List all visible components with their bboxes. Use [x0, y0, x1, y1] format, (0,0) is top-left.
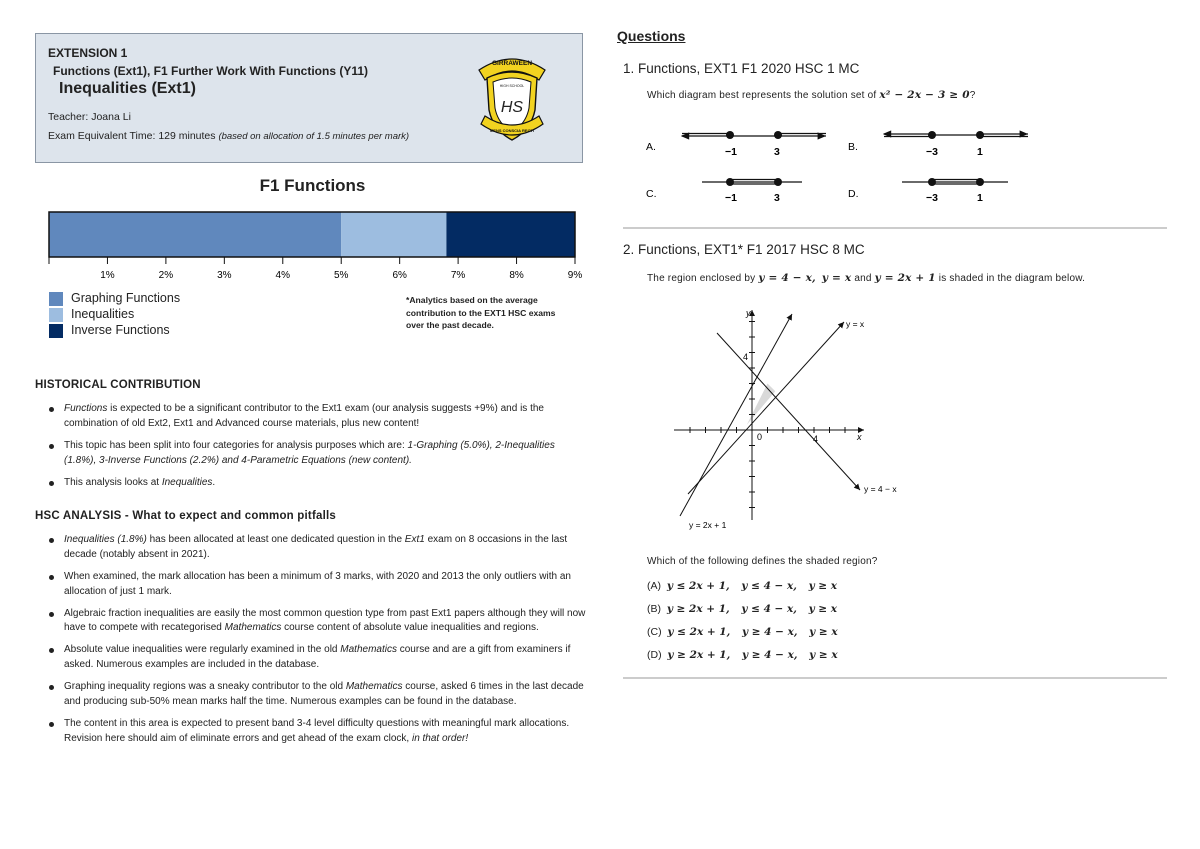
course-topic: Functions (Ext1), F1 Further Work With Functions (Y11) — [53, 64, 369, 78]
x-tick-label: 4% — [275, 270, 291, 281]
question-2-text: The region enclosed by y = 4 − x, y = x and y = 2x + 1 is shaded in the diagram below. — [647, 272, 1086, 284]
legend-swatch-graphing — [49, 292, 63, 306]
line-y-equals-2x-plus-1 — [680, 314, 792, 516]
option-d-right-value: 1 — [977, 192, 983, 204]
x-tick-label: 7% — [450, 270, 466, 281]
number-line-d — [902, 178, 1008, 186]
school-crest-logo — [473, 50, 551, 146]
exam-time-note: (based on allocation of 1.5 minutes per mark) — [218, 131, 410, 142]
legend-label-graphing: Graphing Functions — [71, 291, 181, 305]
question-2-graph — [668, 302, 897, 534]
number-line-b — [884, 131, 1028, 139]
option-d-label: D. — [848, 188, 859, 200]
x-tick-label: 8% — [509, 270, 524, 281]
list-item: Algebraic fraction inequalities are easily the most common question type from past Ext1 papers although they will now have to compete with recategorised Mathematics course content of absolute value inequalities and regions. — [47, 607, 587, 636]
crest-school-text: HIGH SCHOOL — [499, 84, 525, 88]
list-item: Absolute value inequalities were regularly examined in the old Mathematics course and are a gift from examiners if asked. Numerous examples are included in the database. — [47, 643, 587, 672]
choice-d: (D) y ≥ 2x + 1, y ≥ 4 − x, y ≥ x — [647, 649, 838, 661]
teacher-line — [48, 111, 131, 123]
list-item: This analysis looks at Inequalities. — [47, 476, 587, 491]
exam-time-value: 129 minutes — [158, 130, 216, 142]
crest-name-text: GIRRAWEEN — [491, 60, 533, 67]
y-four-label: 4 — [743, 352, 749, 362]
choice-b: (B) y ≥ 2x + 1, y ≤ 4 − x, y ≥ x — [647, 603, 838, 615]
line-label-y-equals-x: y = x — [846, 319, 865, 329]
page-title: Inequalities (Ext1) — [59, 80, 196, 97]
origin-label: 0 — [757, 432, 763, 442]
option-b-label: B. — [848, 141, 858, 153]
chart-title: F1 Functions — [259, 176, 366, 195]
option-a-left-value: −1 — [725, 146, 737, 158]
question-divider — [623, 227, 1167, 229]
x-tick-label: 5% — [333, 270, 349, 281]
y-axis-label: y — [746, 308, 751, 318]
x-tick-label: 3% — [217, 270, 232, 281]
number-line-c — [702, 178, 802, 186]
option-c-label: C. — [646, 188, 657, 200]
option-d-left-value: −3 — [926, 192, 938, 204]
legend-swatch-inverse — [49, 324, 63, 338]
bar-segment-inverse-functions — [446, 212, 575, 257]
historical-heading: HISTORICAL CONTRIBUTION — [35, 379, 201, 391]
choice-a: (A) y ≤ 2x + 1, y ≤ 4 − x, y ≥ x — [647, 580, 838, 592]
x-axis-label: x — [857, 432, 862, 442]
list-item: Functions is expected to be a significant contributor to the Ext1 exam (our analysis suggests +9%) and is the combination of old Ext2, Ext1 and Advanced course materials, plus new content! — [47, 402, 587, 431]
option-b-left-value: −3 — [926, 146, 938, 158]
question-1-title: 1. Functions, EXT1 F1 2020 HSC 1 MC — [623, 61, 860, 76]
list-item: Inequalities (1.8%) has been allocated at least one dedicated question in the Ext1 exam on 8 occasions in the last decade (notably absent in 2021). — [47, 533, 587, 562]
line-label-y-equals-4-minus-x: y = 4 − x — [864, 484, 897, 494]
shaded-region — [747, 384, 776, 425]
number-line-a — [682, 131, 826, 139]
legend-label-inverse: Inverse Functions — [71, 323, 170, 337]
teacher-label: Teacher: — [48, 111, 89, 123]
header-box — [35, 33, 583, 163]
teacher-value: Joana Li — [91, 111, 131, 123]
legend-swatch-inequalities — [49, 308, 63, 322]
list-item: The content in this area is expected to present band 3-4 level difficulty questions with meaningful mark allocations. Revision here should aim of eliminate errors and get ahead of the exam clock, in that order! — [47, 717, 587, 746]
question-1-text: Which diagram best represents the solution set of x² − 2x − 3 ≥ 0? — [647, 89, 976, 101]
x-tick-label: 2% — [158, 270, 174, 281]
line-label-y-equals-2x-plus-1: y = 2x + 1 — [689, 520, 727, 530]
line-y-equals-x — [688, 322, 844, 494]
x-tick-label: 6% — [392, 270, 407, 281]
analytics-note: *Analytics based on the average contribution to the EXT1 HSC exams over the past decade. — [406, 295, 556, 330]
hsc-heading: HSC ANALYSIS - What to expect and common pitfalls — [35, 510, 336, 522]
option-c-right-value: 3 — [774, 192, 780, 204]
choice-c: (C) y ≤ 2x + 1, y ≥ 4 − x, y ≥ x — [647, 626, 838, 638]
exam-time-label: Exam Equivalent Time: — [48, 130, 156, 142]
bar-segment-graphing-functions — [49, 212, 341, 257]
list-item: Graphing inequality regions was a sneaky contributor to the old Mathematics course, asked 6 times in the last decade and producing sub-50% mean marks half the time. Numerous examples can be found in the database. — [47, 680, 587, 709]
crest-motto: MENS CONSCIA RECTI — [489, 128, 535, 133]
course-level: EXTENSION 1 — [48, 46, 128, 60]
x-tick-label: 9% — [567, 270, 583, 281]
x-four-label: 4 — [813, 434, 819, 444]
bar-segment-inequalities — [341, 212, 446, 257]
hsc-list — [47, 533, 587, 754]
option-a-right-value: 3 — [774, 146, 780, 158]
legend-label-inequalities: Inequalities — [71, 307, 135, 321]
question-2-title: 2. Functions, EXT1* F1 2017 HSC 8 MC — [623, 242, 865, 257]
list-item: This topic has been split into four categories for analysis purposes which are: 1-Graphing (5.0%), 2-Inequalities (1.8%), 3-Inverse Functions (2.2%) and 4-Parametric Equations (new content). — [47, 439, 587, 468]
option-c-left-value: −1 — [725, 192, 737, 204]
crest-initials: HS — [500, 99, 524, 116]
option-a-label: A. — [646, 141, 656, 153]
list-item: When examined, the mark allocation has been a minimum of 3 marks, with 2020 and 2013 the only outliers with an allocation of just 1 mark. — [47, 570, 587, 599]
x-tick-label: 1% — [100, 270, 115, 281]
question-divider-end — [623, 677, 1167, 679]
axis-ticks — [690, 322, 845, 508]
question-1-number-lines — [640, 122, 1040, 212]
questions-heading: Questions — [617, 28, 686, 44]
historical-list — [47, 402, 587, 498]
exam-time-line — [48, 130, 409, 142]
option-b-right-value: 1 — [977, 146, 983, 158]
question-2-prompt: Which of the following defines the shaded region? — [647, 556, 878, 567]
